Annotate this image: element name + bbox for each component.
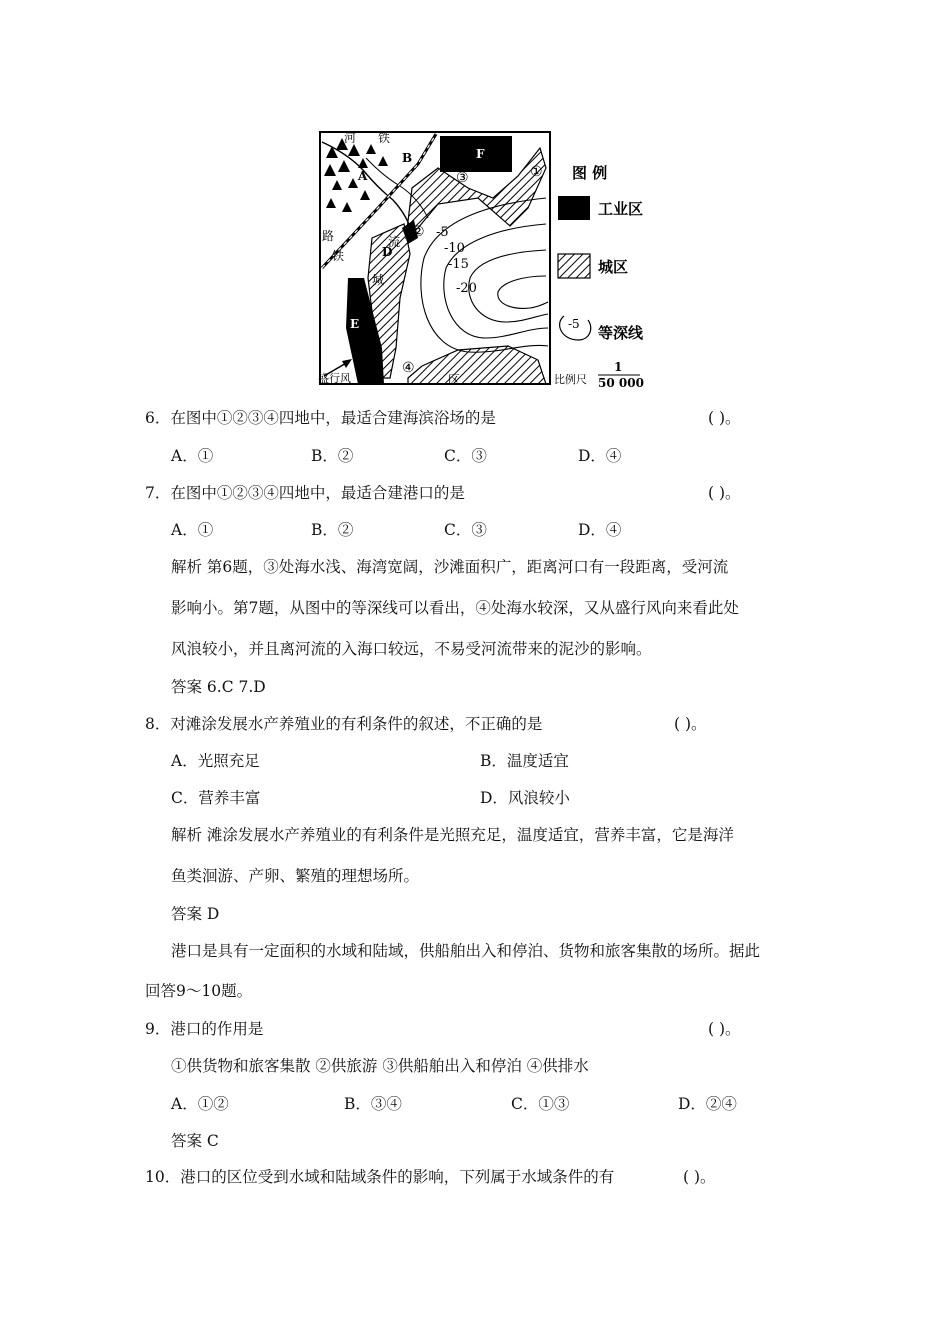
exp67-line-1: 解析 第6题，③处海水浅、海湾宽阔，沙滩面积广，距离河口有一段距离，受河流 xyxy=(171,558,729,576)
q8-option-d: D．风浪较小 xyxy=(480,789,570,807)
label-lu-left: 路 xyxy=(322,229,335,243)
q9-stem: 9．港口的作用是 xyxy=(145,1020,264,1038)
map-figure xyxy=(318,128,658,390)
exp67-line-2: 影响小。第7题，从图中的等深线可以看出，④处海水较深，又从盛行风向来看此处 xyxy=(171,599,739,617)
isobath-label-10: -10 xyxy=(444,241,465,256)
label-tie-left: 铁 xyxy=(332,249,345,263)
label-a: A xyxy=(358,169,368,183)
q9-items: ①供货物和旅客集散 ②供旅游 ③供船舶出入和停泊 ④供排水 xyxy=(171,1057,589,1075)
q6-option-b: B．② xyxy=(311,447,354,465)
q9-bracket: ( )。 xyxy=(708,1020,741,1038)
map-legend xyxy=(554,164,644,390)
q8-option-a: A．光照充足 xyxy=(171,752,260,770)
scale-denominator: 50 000 xyxy=(598,376,644,390)
q8-option-c: C．营养丰富 xyxy=(171,789,261,807)
intro-line-1: 港口是具有一定面积的水域和陆域，供船舶出入和停泊、货物和旅客集散的场所。据此 xyxy=(171,942,761,960)
q8-option-b: B．温度适宜 xyxy=(480,752,569,770)
label-tie-top: 铁 xyxy=(378,131,391,145)
q7-stem: 7．在图中①②③④四地中，最适合建港口的是 xyxy=(145,484,465,502)
q7-option-c: C．③ xyxy=(444,521,487,539)
q7-option-a: A．① xyxy=(171,521,214,539)
q7-option-d: D．④ xyxy=(578,521,622,539)
q9-option-c: C．①③ xyxy=(511,1095,570,1113)
q8-stem: 8．对滩涂发展水产养殖业的有利条件的叙述，不正确的是 xyxy=(145,715,543,733)
legend-title: 图 例 xyxy=(572,164,608,182)
legend-industrial-label: 工业区 xyxy=(598,200,644,218)
q9-option-b: B．③④ xyxy=(344,1095,402,1113)
marker-2: ② xyxy=(412,224,425,240)
legend-industrial-swatch xyxy=(558,196,590,220)
q10-bracket: ( )。 xyxy=(683,1168,716,1186)
label-liu: 流 xyxy=(388,235,401,249)
legend-isobath-label: 等深线 xyxy=(598,324,644,342)
q6-option-d: D．④ xyxy=(578,447,622,465)
q10-stem: 10．港口的区位受到水域和陆域条件的影响，下列属于水域条件的有 xyxy=(145,1168,615,1186)
intro-line-2: 回答9～10题。 xyxy=(145,982,253,1000)
legend-urban-label: 城区 xyxy=(598,258,629,276)
label-wind: 盛行风 xyxy=(318,372,351,385)
label-f: F xyxy=(476,147,485,161)
label-d: D xyxy=(382,245,393,259)
label-b: B xyxy=(402,151,413,165)
answer-6-7: 答案 6.C 7.D xyxy=(171,678,266,696)
isobath-label-5: -5 xyxy=(436,225,449,240)
q7-bracket: ( )。 xyxy=(708,484,741,502)
marker-4: ④ xyxy=(402,360,415,376)
label-cheng: 城 xyxy=(372,273,385,287)
q7-option-b: B．② xyxy=(311,521,354,539)
exp8-line-2: 鱼类洄游、产卵、繁殖的理想场所。 xyxy=(171,867,420,885)
q6-option-c: C．③ xyxy=(444,447,487,465)
answer-9: 答案 C xyxy=(171,1132,219,1150)
coastal-map xyxy=(318,128,658,390)
label-c: C xyxy=(358,371,368,385)
legend-urban-swatch xyxy=(558,254,590,278)
legend-isobath-sample: -5 xyxy=(568,317,580,331)
q6-option-a: A．① xyxy=(171,447,214,465)
q6-stem: 6．在图中①②③④四地中，最适合建海滨浴场的是 xyxy=(145,409,496,427)
marker-3: ③ xyxy=(456,170,469,186)
q8-bracket: ( )。 xyxy=(674,715,707,733)
label-lu-bottom: 路 xyxy=(368,371,381,385)
marker-1: ① xyxy=(530,164,543,180)
q6-bracket: ( )。 xyxy=(708,409,741,427)
exp67-line-3: 风浪较小，并且离河流的入海口较远，不易受河流带来的泥沙的影响。 xyxy=(171,640,652,658)
exp8-line-1: 解析 滩涂发展水产养殖业的有利条件是光照充足，温度适宜，营养丰富，它是海洋 xyxy=(171,826,734,844)
label-qu: 区 xyxy=(448,373,461,387)
isobath-label-15: -15 xyxy=(448,257,469,272)
answer-8: 答案 D xyxy=(171,905,220,923)
label-river: 河 xyxy=(344,131,357,145)
q9-option-a: A．①② xyxy=(171,1095,229,1113)
isobath-label-20: -20 xyxy=(456,281,477,296)
scale-label: 比例尺 xyxy=(554,373,587,386)
scale-numerator: 1 xyxy=(614,360,623,374)
label-e: E xyxy=(350,317,360,331)
q9-option-d: D．②④ xyxy=(678,1095,737,1113)
